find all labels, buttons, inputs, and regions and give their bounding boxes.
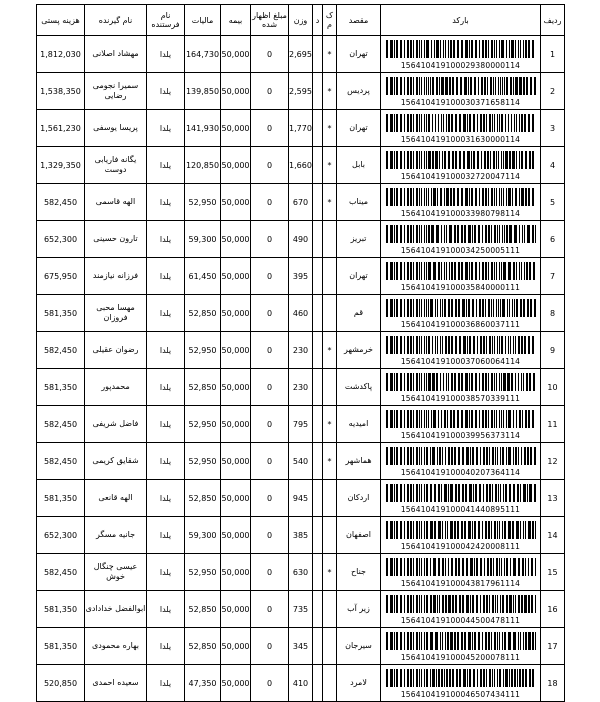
recipient-cell: جانیه مسگر (85, 517, 147, 554)
table-row (37, 369, 565, 406)
barcode-number: 156410419100036860037111 (400, 320, 521, 329)
row-number: 9 (541, 332, 565, 369)
mark-cell: * (323, 110, 337, 147)
weight-cell: 670 (289, 184, 313, 221)
barcode-cell (381, 36, 541, 73)
sender-cell: یلدا (147, 332, 185, 369)
table-row (37, 36, 565, 73)
header-insurance: بیمه (221, 5, 251, 36)
table-header-row (37, 5, 565, 36)
mark-cell (323, 295, 337, 332)
recipient-cell: رضوان عقیلی (85, 332, 147, 369)
barcode-cell (381, 147, 541, 184)
d-cell (313, 221, 323, 258)
barcode-number: 156410419100042420008111 (400, 542, 521, 551)
insurance-cell: 50,000 (221, 406, 251, 443)
destination-cell: لامرد (337, 665, 381, 702)
barcode-number: 156410419100038570339111 (400, 394, 521, 403)
weight-cell: 230 (289, 369, 313, 406)
table-row (37, 332, 565, 369)
barcode-cell (381, 295, 541, 332)
tax-cell: 52,850 (185, 628, 221, 665)
sender-cell: یلدا (147, 73, 185, 110)
weight-cell: 540 (289, 443, 313, 480)
barcode-number: 156410419100031630000114 (400, 135, 521, 144)
table-row (37, 665, 565, 702)
weight-cell: 1,770 (289, 110, 313, 147)
tax-cell: 52,950 (185, 554, 221, 591)
destination-cell: سیرجان (337, 628, 381, 665)
mark-cell (323, 517, 337, 554)
sender-cell: یلدا (147, 406, 185, 443)
mark-cell (323, 480, 337, 517)
insurance-cell: 50,000 (221, 295, 251, 332)
insurance-cell: 50,000 (221, 480, 251, 517)
declared-cell: 0 (251, 332, 289, 369)
mark-cell: * (323, 73, 337, 110)
barcode-graphic (386, 225, 536, 243)
table-row (37, 554, 565, 591)
d-cell (313, 36, 323, 73)
barcode-number: 156410419100043817961114 (400, 579, 521, 588)
declared-cell: 0 (251, 665, 289, 702)
d-cell (313, 443, 323, 480)
d-cell (313, 258, 323, 295)
d-cell (313, 554, 323, 591)
sender-cell: یلدا (147, 554, 185, 591)
row-number: 11 (541, 406, 565, 443)
header-declared: مبلغ اظهار شده (251, 5, 289, 36)
postage-cell: 581,350 (37, 628, 85, 665)
postage-cell: 582,450 (37, 554, 85, 591)
barcode-number: 156410419100041440895111 (400, 505, 521, 514)
header-recipient: نام گیرنده (85, 5, 147, 36)
barcode-cell (381, 332, 541, 369)
insurance-cell: 50,000 (221, 110, 251, 147)
mark-cell: * (323, 443, 337, 480)
destination-cell: میناب (337, 184, 381, 221)
insurance-cell: 50,000 (221, 332, 251, 369)
declared-cell: 0 (251, 258, 289, 295)
d-cell (313, 332, 323, 369)
barcode-cell (381, 258, 541, 295)
table-row (37, 258, 565, 295)
barcode-cell (381, 406, 541, 443)
row-number: 10 (541, 369, 565, 406)
barcode-number: 156410419100033980798114 (400, 209, 521, 218)
barcode-cell (381, 554, 541, 591)
barcode-graphic (386, 262, 536, 280)
barcode-cell (381, 110, 541, 147)
insurance-cell: 50,000 (221, 184, 251, 221)
mark-cell: * (323, 554, 337, 591)
postage-cell: 652,300 (37, 221, 85, 258)
insurance-cell: 50,000 (221, 73, 251, 110)
sender-cell: یلدا (147, 147, 185, 184)
mark-cell: * (323, 184, 337, 221)
weight-cell: 630 (289, 554, 313, 591)
barcode-number: 156410419100029380000114 (400, 61, 521, 70)
weight-cell: 795 (289, 406, 313, 443)
barcode-cell (381, 480, 541, 517)
declared-cell: 0 (251, 480, 289, 517)
d-cell (313, 369, 323, 406)
row-number: 18 (541, 665, 565, 702)
barcode-cell (381, 369, 541, 406)
table-row (37, 591, 565, 628)
header-km: ک م (323, 5, 337, 36)
weight-cell: 2,595 (289, 73, 313, 110)
weight-cell: 460 (289, 295, 313, 332)
row-number: 3 (541, 110, 565, 147)
declared-cell: 0 (251, 554, 289, 591)
recipient-cell: تارون حسینی (85, 221, 147, 258)
barcode-graphic (386, 521, 536, 539)
barcode-graphic (386, 410, 536, 428)
mark-cell (323, 369, 337, 406)
postage-cell: 581,350 (37, 369, 85, 406)
recipient-cell: شقایق کریمی (85, 443, 147, 480)
row-number: 5 (541, 184, 565, 221)
sender-cell: یلدا (147, 369, 185, 406)
sender-cell: یلدا (147, 110, 185, 147)
barcode-number: 156410419100032720047114 (400, 172, 521, 181)
destination-cell: تهران (337, 258, 381, 295)
weight-cell: 945 (289, 480, 313, 517)
header-tax: مالیات (185, 5, 221, 36)
barcode-graphic (386, 669, 536, 687)
destination-cell: خرمشهر (337, 332, 381, 369)
barcode-graphic (386, 40, 536, 58)
row-number: 16 (541, 591, 565, 628)
table-row (37, 480, 565, 517)
insurance-cell: 50,000 (221, 221, 251, 258)
d-cell (313, 591, 323, 628)
destination-cell: امیدیه (337, 406, 381, 443)
declared-cell: 0 (251, 295, 289, 332)
destination-cell: بابل (337, 147, 381, 184)
barcode-cell (381, 591, 541, 628)
barcode-number: 156410419100044500478111 (400, 616, 521, 625)
postage-cell: 520,850 (37, 665, 85, 702)
d-cell (313, 480, 323, 517)
mark-cell: * (323, 406, 337, 443)
postage-cell: 581,350 (37, 480, 85, 517)
postage-cell: 582,450 (37, 184, 85, 221)
declared-cell: 0 (251, 184, 289, 221)
recipient-cell: مهسا محبی فروزان (85, 295, 147, 332)
barcode-cell (381, 443, 541, 480)
d-cell (313, 406, 323, 443)
destination-cell: اردکان (337, 480, 381, 517)
tax-cell: 52,850 (185, 369, 221, 406)
header-d: د (313, 5, 323, 36)
table-row (37, 628, 565, 665)
recipient-cell: مهشاد اصلانی (85, 36, 147, 73)
d-cell (313, 628, 323, 665)
table-body (37, 36, 565, 702)
shipment-table (36, 4, 565, 702)
declared-cell: 0 (251, 406, 289, 443)
sender-cell: یلدا (147, 517, 185, 554)
weight-cell: 735 (289, 591, 313, 628)
header-postage: هزینه پستی (37, 5, 85, 36)
barcode-number: 156410419100035840000111 (400, 283, 521, 292)
mark-cell (323, 665, 337, 702)
mark-cell: * (323, 147, 337, 184)
sender-cell: یلدا (147, 480, 185, 517)
table-row (37, 406, 565, 443)
recipient-cell: فرزانه نیازمند (85, 258, 147, 295)
weight-cell: 345 (289, 628, 313, 665)
sender-cell: یلدا (147, 591, 185, 628)
barcode-cell (381, 184, 541, 221)
declared-cell: 0 (251, 147, 289, 184)
barcode-graphic (386, 632, 536, 650)
recipient-cell: فاضل شریفی (85, 406, 147, 443)
header-weight: وزن (289, 5, 313, 36)
table-row (37, 147, 565, 184)
barcode-graphic (386, 558, 536, 576)
mark-cell (323, 221, 337, 258)
recipient-cell: محمدپور (85, 369, 147, 406)
recipient-cell: الهه قاسمی (85, 184, 147, 221)
table-row (37, 110, 565, 147)
insurance-cell: 50,000 (221, 147, 251, 184)
barcode-number: 156410419100046507434111 (400, 690, 521, 699)
barcode-cell (381, 73, 541, 110)
barcode-cell (381, 221, 541, 258)
row-number: 2 (541, 73, 565, 110)
row-number: 12 (541, 443, 565, 480)
row-number: 8 (541, 295, 565, 332)
barcode-cell (381, 517, 541, 554)
weight-cell: 395 (289, 258, 313, 295)
declared-cell: 0 (251, 591, 289, 628)
destination-cell: جناح (337, 554, 381, 591)
declared-cell: 0 (251, 221, 289, 258)
mark-cell (323, 258, 337, 295)
destination-cell: تبریز (337, 221, 381, 258)
tax-cell: 52,950 (185, 184, 221, 221)
postage-cell: 1,329,350 (37, 147, 85, 184)
destination-cell: تهران (337, 110, 381, 147)
postage-cell: 675,950 (37, 258, 85, 295)
tax-cell: 141,930 (185, 110, 221, 147)
sender-cell: یلدا (147, 443, 185, 480)
tax-cell: 61,450 (185, 258, 221, 295)
destination-cell: زیر آب (337, 591, 381, 628)
table-row (37, 517, 565, 554)
row-number: 17 (541, 628, 565, 665)
postage-cell: 581,350 (37, 295, 85, 332)
d-cell (313, 184, 323, 221)
insurance-cell: 50,000 (221, 665, 251, 702)
weight-cell: 410 (289, 665, 313, 702)
d-cell (313, 665, 323, 702)
tax-cell: 120,850 (185, 147, 221, 184)
weight-cell: 490 (289, 221, 313, 258)
postage-cell: 582,450 (37, 443, 85, 480)
d-cell (313, 517, 323, 554)
recipient-cell: الهه قانعی (85, 480, 147, 517)
postage-cell: 582,450 (37, 332, 85, 369)
row-number: 13 (541, 480, 565, 517)
tax-cell: 52,950 (185, 332, 221, 369)
tax-cell: 52,950 (185, 443, 221, 480)
destination-cell: اصفهان (337, 517, 381, 554)
barcode-graphic (386, 114, 536, 132)
destination-cell: تهران (337, 36, 381, 73)
recipient-cell: سعیده احمدی (85, 665, 147, 702)
insurance-cell: 50,000 (221, 591, 251, 628)
declared-cell: 0 (251, 443, 289, 480)
recipient-cell: سمیرا نجومی رضایی (85, 73, 147, 110)
row-number: 1 (541, 36, 565, 73)
sender-cell: یلدا (147, 221, 185, 258)
barcode-cell (381, 665, 541, 702)
tax-cell: 59,300 (185, 221, 221, 258)
row-number: 4 (541, 147, 565, 184)
tax-cell: 139,850 (185, 73, 221, 110)
destination-cell: قم (337, 295, 381, 332)
row-number: 6 (541, 221, 565, 258)
barcode-number: 156410419100040207364114 (400, 468, 521, 477)
recipient-cell: عیسی چنگال خوش (85, 554, 147, 591)
sender-cell: یلدا (147, 258, 185, 295)
row-number: 15 (541, 554, 565, 591)
table-row (37, 221, 565, 258)
header-destination: مقصد (337, 5, 381, 36)
barcode-cell (381, 628, 541, 665)
barcode-number: 156410419100039956373114 (400, 431, 521, 440)
declared-cell: 0 (251, 517, 289, 554)
tax-cell: 52,850 (185, 591, 221, 628)
tax-cell: 52,950 (185, 406, 221, 443)
barcode-graphic (386, 447, 536, 465)
insurance-cell: 50,000 (221, 554, 251, 591)
declared-cell: 0 (251, 110, 289, 147)
weight-cell: 385 (289, 517, 313, 554)
declared-cell: 0 (251, 628, 289, 665)
postage-cell: 582,450 (37, 406, 85, 443)
row-number: 7 (541, 258, 565, 295)
barcode-number: 156410419100045200078111 (400, 653, 521, 662)
barcode-number: 156410419100034250005111 (400, 246, 521, 255)
header-row-no: ردیف (541, 5, 565, 36)
recipient-cell: یگانه فاریابی دوست (85, 147, 147, 184)
weight-cell: 230 (289, 332, 313, 369)
header-barcode: بارکد (381, 5, 541, 36)
table-row (37, 443, 565, 480)
barcode-graphic (386, 188, 536, 206)
destination-cell: پردیس (337, 73, 381, 110)
mark-cell: * (323, 332, 337, 369)
insurance-cell: 50,000 (221, 369, 251, 406)
barcode-graphic (386, 151, 536, 169)
postage-cell: 1,561,230 (37, 110, 85, 147)
destination-cell: پاکدشت (337, 369, 381, 406)
recipient-cell: ابوالفضل خدادادی (85, 591, 147, 628)
insurance-cell: 50,000 (221, 517, 251, 554)
d-cell (313, 147, 323, 184)
d-cell (313, 295, 323, 332)
tax-cell: 59,300 (185, 517, 221, 554)
barcode-number: 156410419100030371658114 (400, 98, 521, 107)
insurance-cell: 50,000 (221, 628, 251, 665)
declared-cell: 0 (251, 36, 289, 73)
sender-cell: یلدا (147, 295, 185, 332)
weight-cell: 1,660 (289, 147, 313, 184)
insurance-cell: 50,000 (221, 36, 251, 73)
insurance-cell: 50,000 (221, 443, 251, 480)
barcode-graphic (386, 77, 536, 95)
barcode-number: 156410419100037060064114 (400, 357, 521, 366)
header-sender: نام فرستنده (147, 5, 185, 36)
insurance-cell: 50,000 (221, 258, 251, 295)
postage-cell: 581,350 (37, 591, 85, 628)
d-cell (313, 73, 323, 110)
sender-cell: یلدا (147, 184, 185, 221)
mark-cell: * (323, 36, 337, 73)
row-number: 14 (541, 517, 565, 554)
postage-cell: 1,812,030 (37, 36, 85, 73)
mark-cell (323, 591, 337, 628)
barcode-graphic (386, 595, 536, 613)
sender-cell: یلدا (147, 628, 185, 665)
barcode-graphic (386, 373, 536, 391)
weight-cell: 2,695 (289, 36, 313, 73)
barcode-graphic (386, 336, 536, 354)
table-row (37, 295, 565, 332)
tax-cell: 52,850 (185, 480, 221, 517)
tax-cell: 47,350 (185, 665, 221, 702)
recipient-cell: بهاره محمودی (85, 628, 147, 665)
barcode-graphic (386, 484, 536, 502)
d-cell (313, 110, 323, 147)
sender-cell: یلدا (147, 36, 185, 73)
declared-cell: 0 (251, 73, 289, 110)
mark-cell (323, 628, 337, 665)
postage-cell: 1,538,350 (37, 73, 85, 110)
tax-cell: 164,730 (185, 36, 221, 73)
sender-cell: یلدا (147, 665, 185, 702)
table-row (37, 184, 565, 221)
tax-cell: 52,850 (185, 295, 221, 332)
table-row (37, 73, 565, 110)
postage-cell: 652,300 (37, 517, 85, 554)
barcode-graphic (386, 299, 536, 317)
declared-cell: 0 (251, 369, 289, 406)
destination-cell: هماشهر (337, 443, 381, 480)
recipient-cell: پریسا یوسفی (85, 110, 147, 147)
